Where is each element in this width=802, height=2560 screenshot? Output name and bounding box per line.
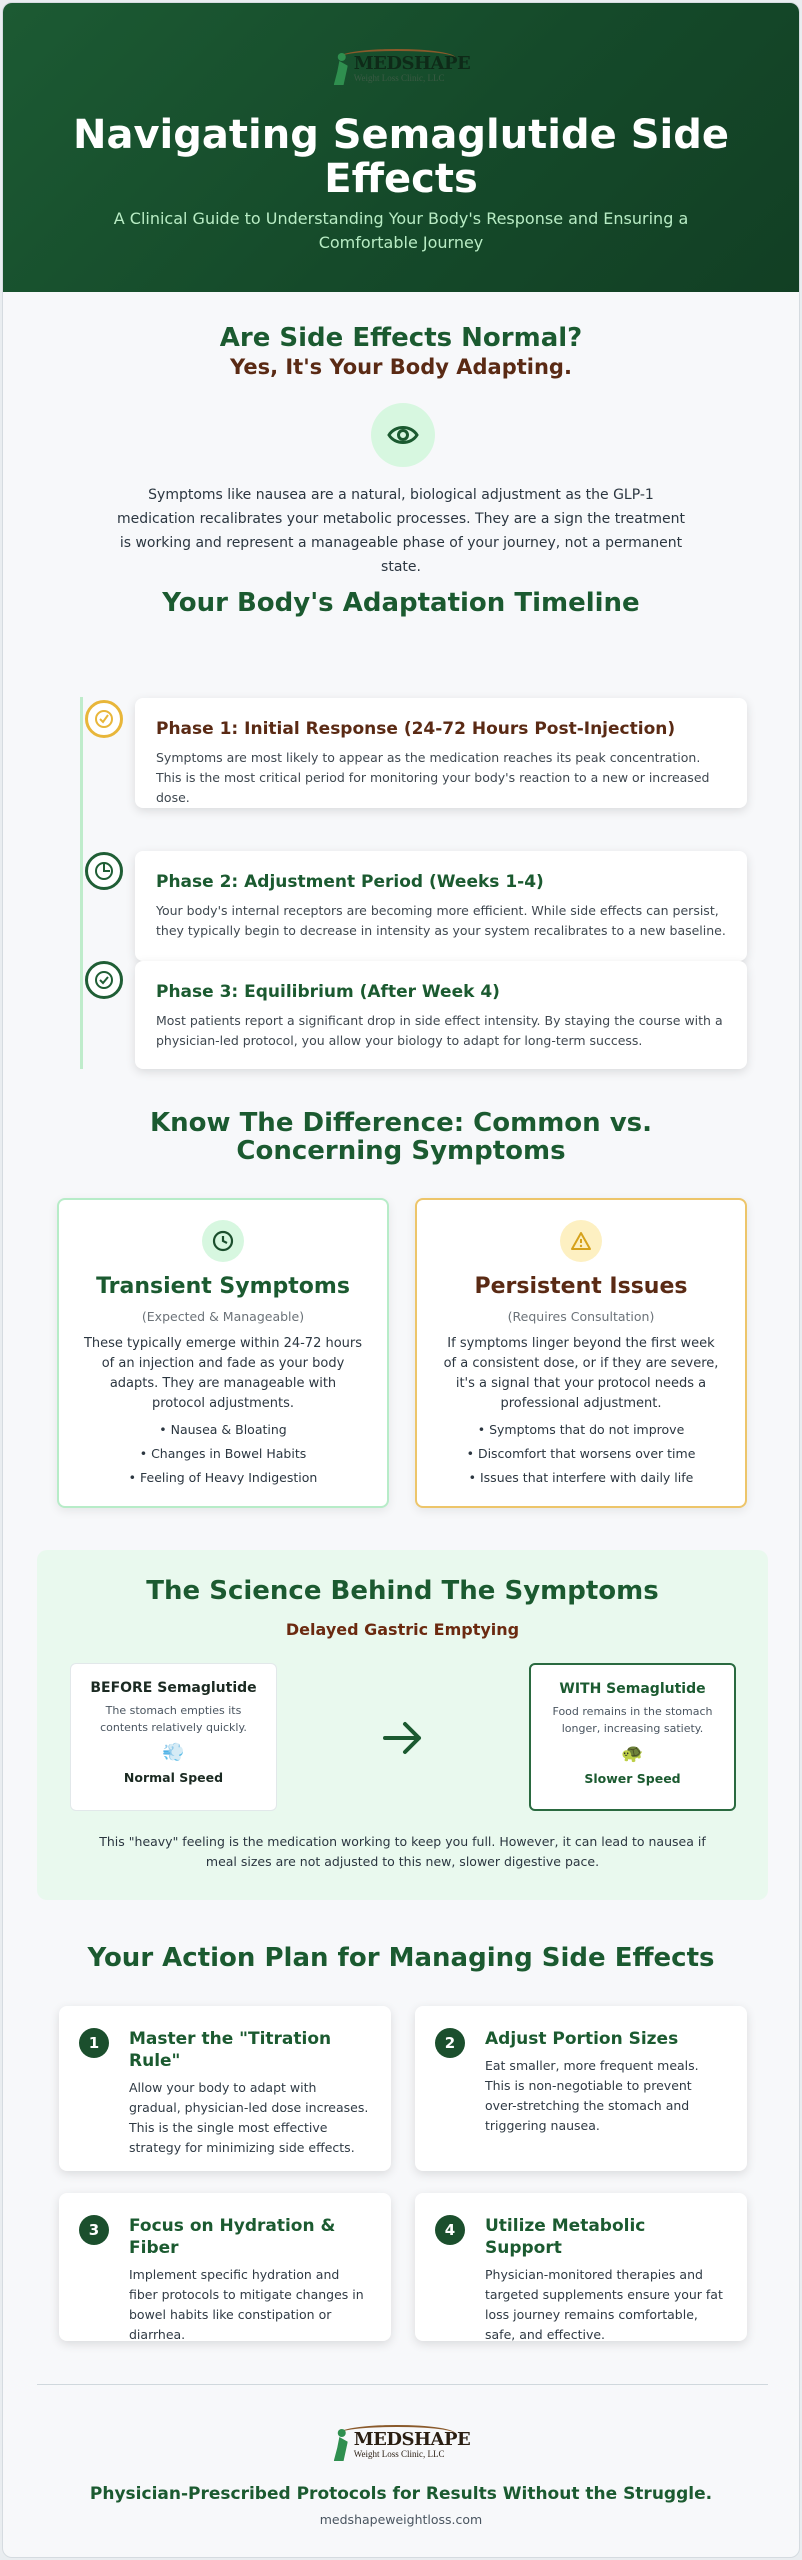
turtle-icon: 🐢 <box>621 1743 644 1764</box>
logo-brand-name: MEDSHAPE <box>353 2429 471 2450</box>
science-title: The Science Behind The Symptoms <box>146 1576 659 1606</box>
wind-icon: 💨 <box>162 1742 185 1763</box>
step-title: Master the "Titration Rule" <box>129 2029 332 2071</box>
science-text: This "heavy" feeling is the medication working to keep you full. However, it can lead to nausea if meal sizes are not adjusted to this new, slower digestive pace. <box>99 1834 706 1869</box>
step-text: Eat smaller, more frequent meals. This is non-negotiable to prevent over-stretching the stomach and triggering nausea. <box>485 2058 699 2133</box>
normal-subtitle: Yes, It's Your Body Adapting. <box>230 355 572 379</box>
transient-text: These typically emerge within 24-72 hours of an injection and fade as your body adapts. They are manageable with protocol adjustments. <box>83 1336 363 1411</box>
timeline-title: Your Body's Adaptation Timeline <box>162 588 640 618</box>
before-semaglutide-box <box>70 1663 277 1811</box>
step-number: 2 <box>435 2028 465 2058</box>
persistent-title: Persistent Issues <box>474 1274 688 1299</box>
list-item: • Issues that interfere with daily life <box>468 1470 694 1485</box>
step-text: Implement specific hydration and fiber protocols to mitigate changes in bowel habits like constipation or diarrhea. <box>129 2267 364 2342</box>
page-subtitle: A Clinical Guide to Understanding Your Body's Response and Ensuring a Comfortable Journey <box>113 209 689 252</box>
brand-logo <box>332 51 470 87</box>
list-item: • Changes in Bowel Habits <box>139 1446 307 1461</box>
normal-text: Symptoms like nausea are a natural, biological adjustment as the GLP-1 medication recalibrates your metabolic processes. They are a sign the treatment is working and represent a manageable phase of your journey, not a permanent state. <box>117 487 685 575</box>
before-title: BEFORE Semaglutide <box>90 1680 257 1696</box>
phase-1-title: Phase 1: Initial Response (24-72 Hours Post-Injection) <box>156 719 676 739</box>
arrow-right-icon <box>383 1720 423 1756</box>
infographic-page <box>2 2 800 2558</box>
before-text: The stomach empties its contents relatively quickly. <box>100 1704 247 1734</box>
check-circle-icon <box>85 961 123 999</box>
timeline-card-phase-3 <box>135 961 747 1069</box>
phase-3-text: Most patients report a significant drop in side effect intensity. By staying the course with a physician-led protocol, you allow your biology to adapt for long-term success. <box>156 1013 723 1048</box>
clock-icon <box>202 1220 244 1262</box>
action-step-4 <box>415 2193 747 2341</box>
before-speed: Normal Speed <box>123 1770 224 1785</box>
logo-brand-name: MEDSHAPE <box>353 53 471 74</box>
action-step-1 <box>59 2006 391 2171</box>
science-panel <box>37 1550 768 1900</box>
persistent-tag: (Requires Consultation) <box>507 1309 655 1324</box>
list-item: • Nausea & Bloating <box>159 1422 287 1437</box>
logo-figure-icon <box>332 2427 352 2463</box>
timeline-card-phase-2 <box>135 851 747 961</box>
with-text: Food remains in the stomach longer, increasing satiety. <box>552 1705 713 1735</box>
timeline-card-phase-1 <box>135 698 747 808</box>
transient-tag: (Expected & Manageable) <box>141 1309 305 1324</box>
page-title: Navigating Semaglutide Side Effects <box>73 112 729 202</box>
step-title: Utilize Metabolic Support <box>485 2216 646 2258</box>
action-step-3 <box>59 2193 391 2341</box>
footer-logo <box>332 2427 470 2463</box>
with-speed: Slower Speed <box>584 1771 681 1786</box>
footer-tagline: Physician-Prescribed Protocols for Results Without the Struggle. <box>89 2484 713 2504</box>
phase-2-text: Your body's internal receptors are becoming more efficient. While side effects can persist, they typically begin to decrease in intensity as your system recalibrates to a new baseline. <box>156 903 726 938</box>
step-text: Physician-monitored therapies and targeted supplements ensure your fat loss journey remains comfortable, safe, and effective. <box>485 2267 723 2342</box>
footer-divider <box>37 2384 768 2385</box>
transient-list <box>59 1418 387 1490</box>
phase-1-text: Symptoms are most likely to appear as the medication reaches its peak concentration. This is the most critical period for monitoring your body's reaction to a new or increased dose. <box>156 750 710 805</box>
transient-symptoms-card <box>57 1198 389 1508</box>
action-step-2 <box>415 2006 747 2171</box>
science-subtitle: Delayed Gastric Emptying <box>285 1620 520 1639</box>
step-title: Focus on Hydration & Fiber <box>129 2216 336 2258</box>
hourglass-check-icon <box>85 700 123 738</box>
logo-figure-icon <box>332 51 352 87</box>
footer-url[interactable]: medshapeweightloss.com <box>319 2512 483 2527</box>
phase-3-title: Phase 3: Equilibrium (After Week 4) <box>156 982 500 1002</box>
warning-icon <box>560 1220 602 1262</box>
step-title: Adjust Portion Sizes <box>485 2029 679 2049</box>
step-number: 1 <box>79 2028 109 2058</box>
list-item: • Feeling of Heavy Indigestion <box>128 1470 318 1485</box>
list-item: • Discomfort that worsens over time <box>466 1446 696 1461</box>
timeline-line <box>80 697 83 1069</box>
step-text: Allow your body to adapt with gradual, physician-led dose increases. This is the single most effective strategy for minimizing side effects. <box>129 2080 369 2155</box>
difference-title: Know The Difference: Common vs. Concerning Symptoms <box>149 1108 653 1166</box>
eye-icon <box>371 403 435 467</box>
transient-title: Transient Symptoms <box>96 1274 350 1299</box>
persistent-issues-card <box>415 1198 747 1508</box>
action-plan-title: Your Action Plan for Managing Side Effects <box>87 1943 715 1973</box>
with-title: WITH Semaglutide <box>559 1681 706 1697</box>
persistent-text: If symptoms linger beyond the first week of a consistent dose, or if they are severe, it's a signal that your protocol needs a professional adjustment. <box>443 1336 719 1411</box>
logo-brand-subtitle: Weight Loss Clinic, LLC <box>353 73 445 83</box>
persistent-list <box>417 1418 745 1490</box>
step-number: 3 <box>79 2215 109 2245</box>
header-banner <box>3 3 799 292</box>
pie-clock-icon <box>85 852 123 890</box>
normal-title: Are Side Effects Normal? <box>219 323 583 353</box>
logo-brand-subtitle: Weight Loss Clinic, LLC <box>353 2449 445 2459</box>
step-number: 4 <box>435 2215 465 2245</box>
phase-2-title: Phase 2: Adjustment Period (Weeks 1-4) <box>156 872 544 892</box>
with-semaglutide-box <box>529 1663 736 1811</box>
list-item: • Symptoms that do not improve <box>477 1422 685 1437</box>
